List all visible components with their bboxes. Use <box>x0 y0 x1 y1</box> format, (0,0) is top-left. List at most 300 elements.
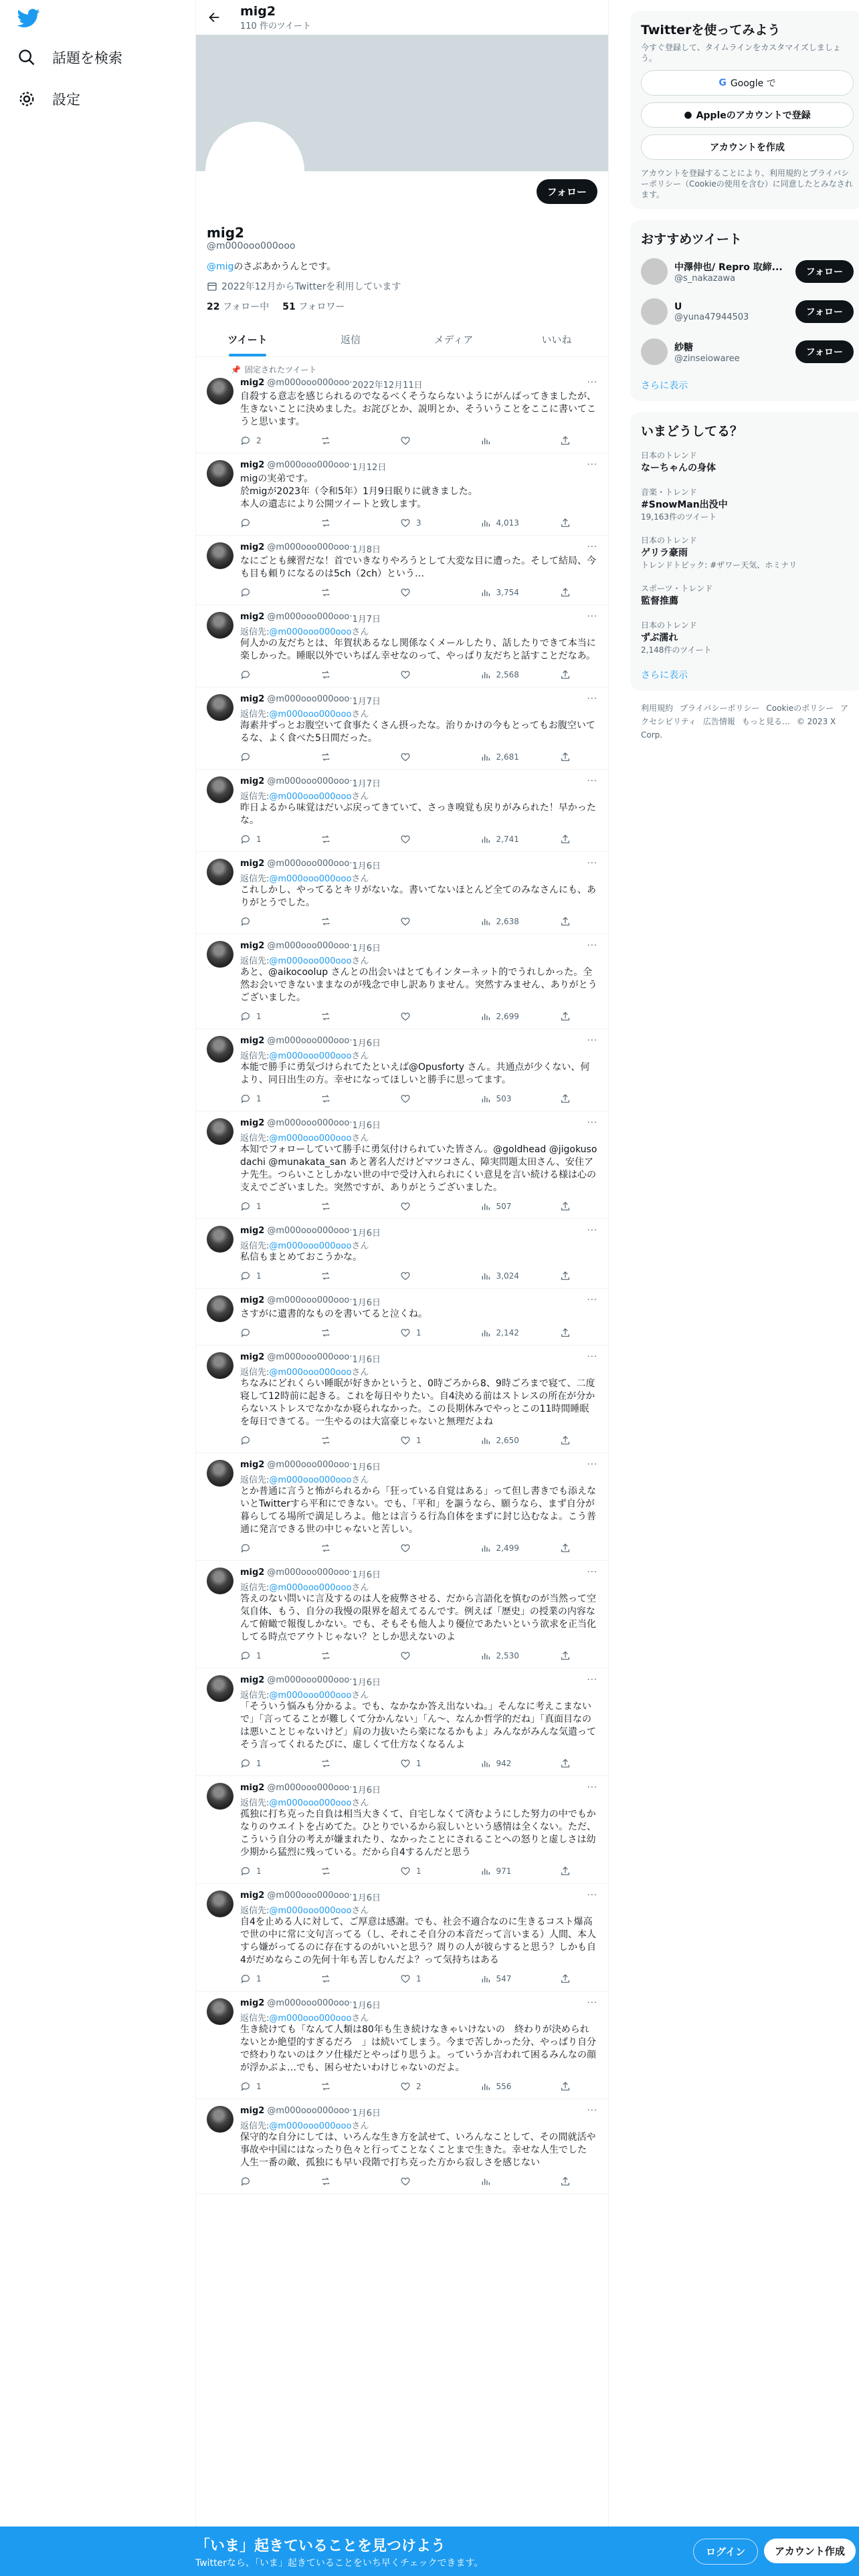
more-icon[interactable]: ··· <box>587 941 597 951</box>
tweet-text: 私信もまとめておこうかな。 <box>240 1252 362 1263</box>
like-button[interactable] <box>400 1093 440 1104</box>
views-button[interactable] <box>480 669 520 680</box>
tweet-date[interactable]: 1月8日 <box>352 545 381 555</box>
tweet-text: なにごとも練習だな！首でいきなりやろうとして大変な目に遭った。そして結局、今も目も頼りになるのは5ch（2ch）という… <box>240 556 596 579</box>
trend-item[interactable] <box>641 528 854 576</box>
trends-show-more[interactable]: さらに表示 <box>641 670 688 681</box>
views-button[interactable] <box>480 518 520 528</box>
like-button[interactable] <box>400 2176 440 2187</box>
like-button[interactable] <box>400 1650 440 1661</box>
tweet[interactable] <box>196 1453 608 1561</box>
views-button[interactable] <box>480 1201 520 1212</box>
retweet-button[interactable] <box>320 1866 361 1876</box>
tweet-author-name[interactable]: mig2 <box>240 1783 265 1793</box>
tweet-row <box>207 2106 597 2187</box>
reply-button[interactable] <box>240 1011 280 1022</box>
bio-mention-link[interactable]: @mig <box>207 261 234 272</box>
more-icon[interactable]: ··· <box>587 776 597 786</box>
retweet-button[interactable] <box>320 1011 361 1022</box>
footer-link[interactable]: アクセシビリティ <box>641 704 849 726</box>
tweet-actions <box>240 1650 597 1661</box>
who-item[interactable] <box>641 251 854 292</box>
tweet-header <box>240 941 597 954</box>
tweet-author-name[interactable]: mig2 <box>240 859 265 869</box>
like-button[interactable] <box>400 752 440 762</box>
more-icon[interactable]: ··· <box>587 1295 597 1305</box>
retweet-button[interactable] <box>320 435 361 446</box>
like-button[interactable] <box>400 1011 440 1022</box>
tweet-header <box>240 1783 597 1796</box>
like-button[interactable] <box>400 1866 440 1876</box>
tweet-date[interactable]: 1月6日 <box>352 2001 381 2011</box>
avatar[interactable] <box>207 612 233 639</box>
reply-button[interactable] <box>240 587 280 598</box>
profile-stats <box>207 300 597 313</box>
more-icon[interactable]: ··· <box>587 859 597 869</box>
reply-handle-link[interactable]: @m000ooo000ooo <box>269 1798 352 1808</box>
reply-button[interactable] <box>240 1866 280 1876</box>
share-icon <box>560 1758 571 1769</box>
avatar[interactable] <box>207 694 233 721</box>
tab-media[interactable]: メディア <box>434 334 474 346</box>
who-item[interactable] <box>641 292 854 332</box>
like-button[interactable] <box>400 1271 440 1281</box>
footer-link[interactable]: Cookieのポリシー <box>766 704 834 713</box>
tweet-date[interactable]: 1月6日 <box>352 1298 381 1308</box>
tab-likes[interactable]: いいね <box>541 334 572 346</box>
avatar[interactable] <box>207 1891 233 1917</box>
view-count: 2,568 <box>496 670 519 679</box>
share-button[interactable] <box>560 669 571 680</box>
retweet-icon <box>320 752 331 762</box>
reply-prefix: 返信先: <box>240 1241 270 1251</box>
who-name[interactable]: U <box>674 301 682 312</box>
tweet-author-name[interactable]: mig2 <box>240 1226 265 1236</box>
tweet[interactable] <box>196 2099 608 2194</box>
reply-button[interactable] <box>240 834 280 845</box>
reply-handle-link[interactable]: @m000ooo000ooo <box>269 1134 352 1144</box>
like-button[interactable] <box>400 1327 440 1338</box>
views-button[interactable] <box>480 2081 520 2092</box>
reply-button[interactable] <box>240 1271 280 1281</box>
retweet-button[interactable] <box>320 518 361 528</box>
reply-handle-link[interactable]: @m000ooo000ooo <box>269 710 352 720</box>
retweet-button[interactable] <box>320 2081 361 2092</box>
bar-chart-icon <box>480 1271 491 1281</box>
avatar[interactable] <box>207 1568 233 1594</box>
footer-link[interactable]: © 2023 X Corp. <box>641 717 836 740</box>
share-button[interactable] <box>560 1758 571 1769</box>
retweet-button[interactable] <box>320 1327 361 1338</box>
avatar[interactable] <box>207 1675 233 1702</box>
share-button[interactable] <box>560 752 571 762</box>
views-button[interactable] <box>480 1435 520 1446</box>
reply-button[interactable] <box>240 1435 280 1446</box>
tweet-author-name[interactable]: mig2 <box>240 776 265 786</box>
tweet-date[interactable]: 2022年12月11日 <box>352 381 423 391</box>
retweet-icon <box>320 1327 331 1338</box>
reply-button[interactable] <box>240 518 280 528</box>
avatar[interactable] <box>207 941 233 968</box>
views-button[interactable] <box>480 1271 520 1281</box>
retweet-button[interactable] <box>320 669 361 680</box>
tweet-author-name[interactable]: mig2 <box>240 378 265 388</box>
avatar[interactable] <box>641 338 668 365</box>
reply-button[interactable] <box>240 1327 280 1338</box>
retweet-button[interactable] <box>320 587 361 598</box>
tweet-row <box>207 694 597 762</box>
who-show-more[interactable]: さらに表示 <box>641 381 688 391</box>
tweet-author-name[interactable]: mig2 <box>240 1460 265 1470</box>
followers-link[interactable] <box>282 300 345 313</box>
share-button[interactable] <box>560 1650 571 1661</box>
views-button[interactable] <box>480 916 520 927</box>
reply-handle-link[interactable]: @m000ooo000ooo <box>269 1051 352 1061</box>
tweet-author-name[interactable]: mig2 <box>240 1675 265 1685</box>
retweet-button[interactable] <box>320 752 361 762</box>
tweet-date[interactable]: 1月6日 <box>352 1678 381 1688</box>
tweet[interactable] <box>196 1029 608 1111</box>
share-button[interactable] <box>560 1011 571 1022</box>
tweet-author-name[interactable]: mig2 <box>240 1352 265 1362</box>
share-button[interactable] <box>560 1271 571 1281</box>
retweet-button[interactable] <box>320 1973 361 1984</box>
share-button[interactable] <box>560 1543 571 1553</box>
avatar[interactable] <box>207 776 233 803</box>
retweet-button[interactable] <box>320 2176 361 2187</box>
reply-button[interactable] <box>240 916 280 927</box>
bar-chart-icon <box>480 435 491 446</box>
views-button[interactable] <box>480 587 520 598</box>
retweet-button[interactable] <box>320 834 361 845</box>
tab-tweets[interactable]: ツイート <box>196 322 299 356</box>
separator-dot: · <box>349 1295 353 1305</box>
reply-count: 1 <box>256 2082 262 2091</box>
more-icon[interactable]: ··· <box>587 1036 597 1046</box>
views-button[interactable] <box>480 435 520 446</box>
more-icon[interactable]: ··· <box>587 2106 597 2116</box>
avatar[interactable] <box>207 2106 233 2133</box>
views-button[interactable] <box>480 752 520 762</box>
reply-count: 1 <box>256 1651 262 1660</box>
views-button[interactable] <box>480 1866 520 1876</box>
tweet-date[interactable]: 1月6日 <box>352 1463 381 1473</box>
like-button[interactable] <box>400 1758 440 1769</box>
views-button[interactable] <box>480 1758 520 1769</box>
heart-icon <box>400 669 411 680</box>
share-button[interactable] <box>560 1435 571 1446</box>
reply-handle-link[interactable]: @m000ooo000ooo <box>269 1241 352 1251</box>
retweet-button[interactable] <box>320 1758 361 1769</box>
tweet[interactable] <box>196 1219 608 1289</box>
back-arrow-icon[interactable] <box>207 10 221 25</box>
avatar[interactable] <box>207 859 233 885</box>
reply-icon <box>240 518 251 528</box>
retweet-button[interactable] <box>320 1435 361 1446</box>
reply-button[interactable] <box>240 1973 280 1984</box>
signup-button[interactable]: アカウント作成 <box>764 2539 856 2563</box>
reply-handle-link[interactable]: @m000ooo000ooo <box>269 2121 352 2131</box>
twitter-bird-icon[interactable] <box>17 7 40 29</box>
share-button[interactable] <box>560 834 571 845</box>
share-icon <box>560 1866 571 1876</box>
tweet[interactable] <box>196 1346 608 1453</box>
like-button[interactable] <box>400 2081 440 2092</box>
retweet-button[interactable] <box>320 1093 361 1104</box>
avatar[interactable] <box>207 1118 233 1145</box>
reply-handle-link[interactable]: @m000ooo000ooo <box>269 792 352 802</box>
avatar[interactable] <box>207 1295 233 1322</box>
views-button[interactable] <box>480 1327 520 1338</box>
reply-button[interactable] <box>240 1093 280 1104</box>
avatar[interactable] <box>207 460 233 487</box>
gear-icon <box>17 90 36 108</box>
nav-settings[interactable] <box>17 83 80 115</box>
retweet-icon <box>320 1650 331 1661</box>
tweet-date[interactable]: 1月7日 <box>352 615 381 625</box>
who-follow-button[interactable]: フォロー <box>795 260 854 283</box>
avatar[interactable] <box>207 378 233 405</box>
footer-link[interactable]: 利用規約 <box>641 704 674 713</box>
tweet[interactable] <box>196 1111 608 1219</box>
tweet[interactable] <box>196 536 608 605</box>
reply-handle-link[interactable]: @m000ooo000ooo <box>269 1906 352 1916</box>
tweet[interactable] <box>196 1992 608 2099</box>
share-button[interactable] <box>560 1866 571 1876</box>
heart-icon <box>400 1435 411 1446</box>
tweet-date[interactable]: 1月6日 <box>352 1893 381 1903</box>
retweet-button[interactable] <box>320 1201 361 1212</box>
reply-handle-link[interactable]: @m000ooo000ooo <box>269 1583 352 1593</box>
more-icon[interactable]: ··· <box>587 1783 597 1793</box>
tweet-date[interactable]: 1月6日 <box>352 1786 381 1796</box>
avatar[interactable] <box>207 1460 233 1487</box>
trend-item[interactable] <box>641 480 854 528</box>
more-icon[interactable]: ··· <box>587 1352 597 1362</box>
retweet-button[interactable] <box>320 1543 361 1553</box>
reply-handle-link[interactable]: @m000ooo000ooo <box>269 1691 352 1701</box>
tweet-date[interactable]: 1月6日 <box>352 861 381 871</box>
tweet-author-handle: @m000ooo000ooo <box>267 1891 350 1901</box>
share-button[interactable] <box>560 1327 571 1338</box>
tweet-date[interactable]: 1月6日 <box>352 2109 381 2119</box>
avatar[interactable] <box>207 1783 233 1810</box>
like-button[interactable] <box>400 916 440 927</box>
more-icon[interactable]: ··· <box>587 612 597 622</box>
more-icon[interactable]: ··· <box>587 694 597 704</box>
tweet[interactable] <box>196 1669 608 1776</box>
reply-handle-link[interactable]: @m000ooo000ooo <box>269 2014 352 2024</box>
tweet[interactable] <box>196 1561 608 1669</box>
who-name[interactable]: 中澤伸也/ Repro 取締... <box>674 261 783 273</box>
views-button[interactable] <box>480 2176 520 2187</box>
views-button[interactable] <box>480 1650 520 1661</box>
like-button[interactable] <box>400 1543 440 1553</box>
like-button[interactable] <box>400 518 440 528</box>
tweet-date[interactable]: 1月6日 <box>352 1355 381 1365</box>
who-name[interactable]: 紗糖 <box>674 342 693 353</box>
like-button[interactable] <box>400 435 440 446</box>
views-button[interactable] <box>480 1543 520 1553</box>
like-button[interactable] <box>400 1201 440 1212</box>
reply-button[interactable] <box>240 435 280 446</box>
tweet-header <box>240 2106 597 2119</box>
reply-button[interactable] <box>240 669 280 680</box>
tweet-actions <box>240 1758 597 1769</box>
tweet-author-name[interactable]: mig2 <box>240 2106 265 2116</box>
reply-handle-link[interactable]: @m000ooo000ooo <box>269 956 352 966</box>
tweet[interactable] <box>196 1776 608 1884</box>
tweet-author-name[interactable]: mig2 <box>240 1036 265 1046</box>
views-button[interactable] <box>480 1973 520 1984</box>
views-button[interactable] <box>480 834 520 845</box>
who-follow-button[interactable]: フォロー <box>795 340 854 363</box>
reply-button[interactable] <box>240 1758 280 1769</box>
tweet-author-name[interactable]: mig2 <box>240 1295 265 1305</box>
footer-link[interactable]: もっと見る… <box>741 717 790 726</box>
more-icon[interactable]: ··· <box>587 542 597 552</box>
tweet-author-name[interactable]: mig2 <box>240 941 265 951</box>
reply-button[interactable] <box>240 2176 280 2187</box>
tweet[interactable] <box>196 770 608 852</box>
tweet[interactable] <box>196 605 608 687</box>
reply-button[interactable] <box>240 752 280 762</box>
trend-item[interactable] <box>641 613 854 661</box>
share-button[interactable] <box>560 916 571 927</box>
share-button[interactable] <box>560 518 571 528</box>
share-button[interactable] <box>560 587 571 598</box>
reply-button[interactable] <box>240 1201 280 1212</box>
tweet-date[interactable]: 1月7日 <box>352 779 381 789</box>
avatar[interactable] <box>207 542 233 569</box>
retweet-button[interactable] <box>320 1650 361 1661</box>
tweet-author-handle: @m000ooo000ooo <box>267 1783 350 1793</box>
tweet[interactable] <box>196 1884 608 1992</box>
tweet-text: さすがに遺書的なものを書いてると泣くね。 <box>240 1309 427 1319</box>
tweet[interactable] <box>196 934 608 1029</box>
share-button[interactable] <box>560 2176 571 2187</box>
more-icon[interactable]: ··· <box>587 1118 597 1128</box>
more-icon[interactable]: ··· <box>587 1998 597 2008</box>
tweet[interactable] <box>196 687 608 770</box>
profile-name: mig2 <box>207 225 244 241</box>
more-icon[interactable]: ··· <box>587 1226 597 1236</box>
avatar[interactable] <box>641 258 668 285</box>
share-button[interactable] <box>560 1973 571 1984</box>
tweet-author-name[interactable]: mig2 <box>240 694 265 704</box>
retweet-button[interactable] <box>320 1271 361 1281</box>
who-item[interactable] <box>641 332 854 372</box>
reply-handle-link[interactable]: @m000ooo000ooo <box>269 1368 352 1378</box>
tweet-date[interactable]: 1月6日 <box>352 1121 381 1131</box>
avatar[interactable] <box>641 298 668 325</box>
tweet-date[interactable]: 1月6日 <box>352 1228 381 1239</box>
share-button[interactable] <box>560 1201 571 1212</box>
reply-handle-link[interactable]: @m000ooo000ooo <box>269 874 352 884</box>
reply-icon <box>240 1271 251 1281</box>
more-icon[interactable]: ··· <box>587 460 597 470</box>
avatar[interactable] <box>207 1036 233 1063</box>
avatar[interactable] <box>207 1998 233 2025</box>
tweet-date[interactable]: 1月6日 <box>352 944 381 954</box>
tweet-author-name[interactable]: mig2 <box>240 542 265 552</box>
trend-item[interactable] <box>641 576 854 613</box>
footer-link[interactable]: プライバシーポリシー <box>680 704 760 713</box>
more-icon[interactable]: ··· <box>587 1568 597 1578</box>
avatar[interactable] <box>207 1226 233 1253</box>
reply-handle-link[interactable]: @m000ooo000ooo <box>269 627 352 637</box>
share-button[interactable] <box>560 435 571 446</box>
retweet-button[interactable] <box>320 916 361 927</box>
trend-item[interactable] <box>641 443 854 480</box>
apple-signup-button[interactable] <box>641 102 854 128</box>
tweet[interactable] <box>196 852 608 934</box>
tweet-author-name[interactable]: mig2 <box>240 1998 265 2008</box>
reply-handle-link[interactable]: @m000ooo000ooo <box>269 1475 352 1485</box>
who-follow-button[interactable]: フォロー <box>795 300 854 323</box>
like-button[interactable] <box>400 1973 440 1984</box>
like-button[interactable] <box>400 587 440 598</box>
nav-settings-label: 設定 <box>52 92 80 108</box>
tweet-actions <box>240 1973 597 1984</box>
tweet-date[interactable]: 1月6日 <box>352 1039 381 1049</box>
tweet-author-name[interactable]: mig2 <box>240 460 265 470</box>
tweet-date[interactable]: 1月6日 <box>352 1570 381 1580</box>
tweet[interactable] <box>196 453 608 536</box>
following-link[interactable] <box>207 300 269 313</box>
like-button[interactable] <box>400 1435 440 1446</box>
tweet-author-name[interactable]: mig2 <box>240 1118 265 1128</box>
nav-explore[interactable] <box>17 41 122 74</box>
avatar[interactable] <box>207 1352 233 1379</box>
more-icon[interactable]: ··· <box>587 378 597 388</box>
heart-icon <box>400 916 411 927</box>
more-icon[interactable]: ··· <box>587 1460 597 1470</box>
profile-avatar[interactable] <box>205 122 304 221</box>
google-signup-button[interactable] <box>641 70 854 96</box>
tweet-actions <box>240 1011 597 1022</box>
follow-button[interactable]: フォロー <box>537 179 597 204</box>
trend-name: #SnowMan出没中 <box>641 500 728 510</box>
reply-button[interactable] <box>240 2081 280 2092</box>
like-button[interactable] <box>400 834 440 845</box>
footer-link[interactable]: 広告情報 <box>702 717 735 726</box>
tab-replies[interactable]: 返信 <box>340 334 361 346</box>
reply-button[interactable] <box>240 1543 280 1553</box>
tweet-author-name[interactable]: mig2 <box>240 612 265 622</box>
views-button[interactable] <box>480 1011 520 1022</box>
reply-button[interactable] <box>240 1650 280 1661</box>
tweet-date[interactable]: 1月12日 <box>352 463 387 473</box>
reply-suffix: さん <box>351 627 369 637</box>
more-icon[interactable]: ··· <box>587 1891 597 1901</box>
tweet[interactable] <box>196 357 608 453</box>
followers-count: 51 <box>282 302 296 312</box>
views-button[interactable] <box>480 1093 520 1104</box>
login-button[interactable]: ログイン <box>693 2539 758 2565</box>
more-icon[interactable]: ··· <box>587 1675 597 1685</box>
tweet-author-name[interactable]: mig2 <box>240 1891 265 1901</box>
separator-dot: · <box>349 1118 353 1128</box>
tweet[interactable] <box>196 1289 608 1346</box>
share-button[interactable] <box>560 2081 571 2092</box>
trend-name: 監督推薦 <box>641 596 678 607</box>
create-account-button[interactable] <box>641 134 854 160</box>
tweet-date[interactable]: 1月7日 <box>352 697 381 707</box>
tweet-author-name[interactable]: mig2 <box>240 1568 265 1578</box>
like-button[interactable] <box>400 669 440 680</box>
share-button[interactable] <box>560 1093 571 1104</box>
